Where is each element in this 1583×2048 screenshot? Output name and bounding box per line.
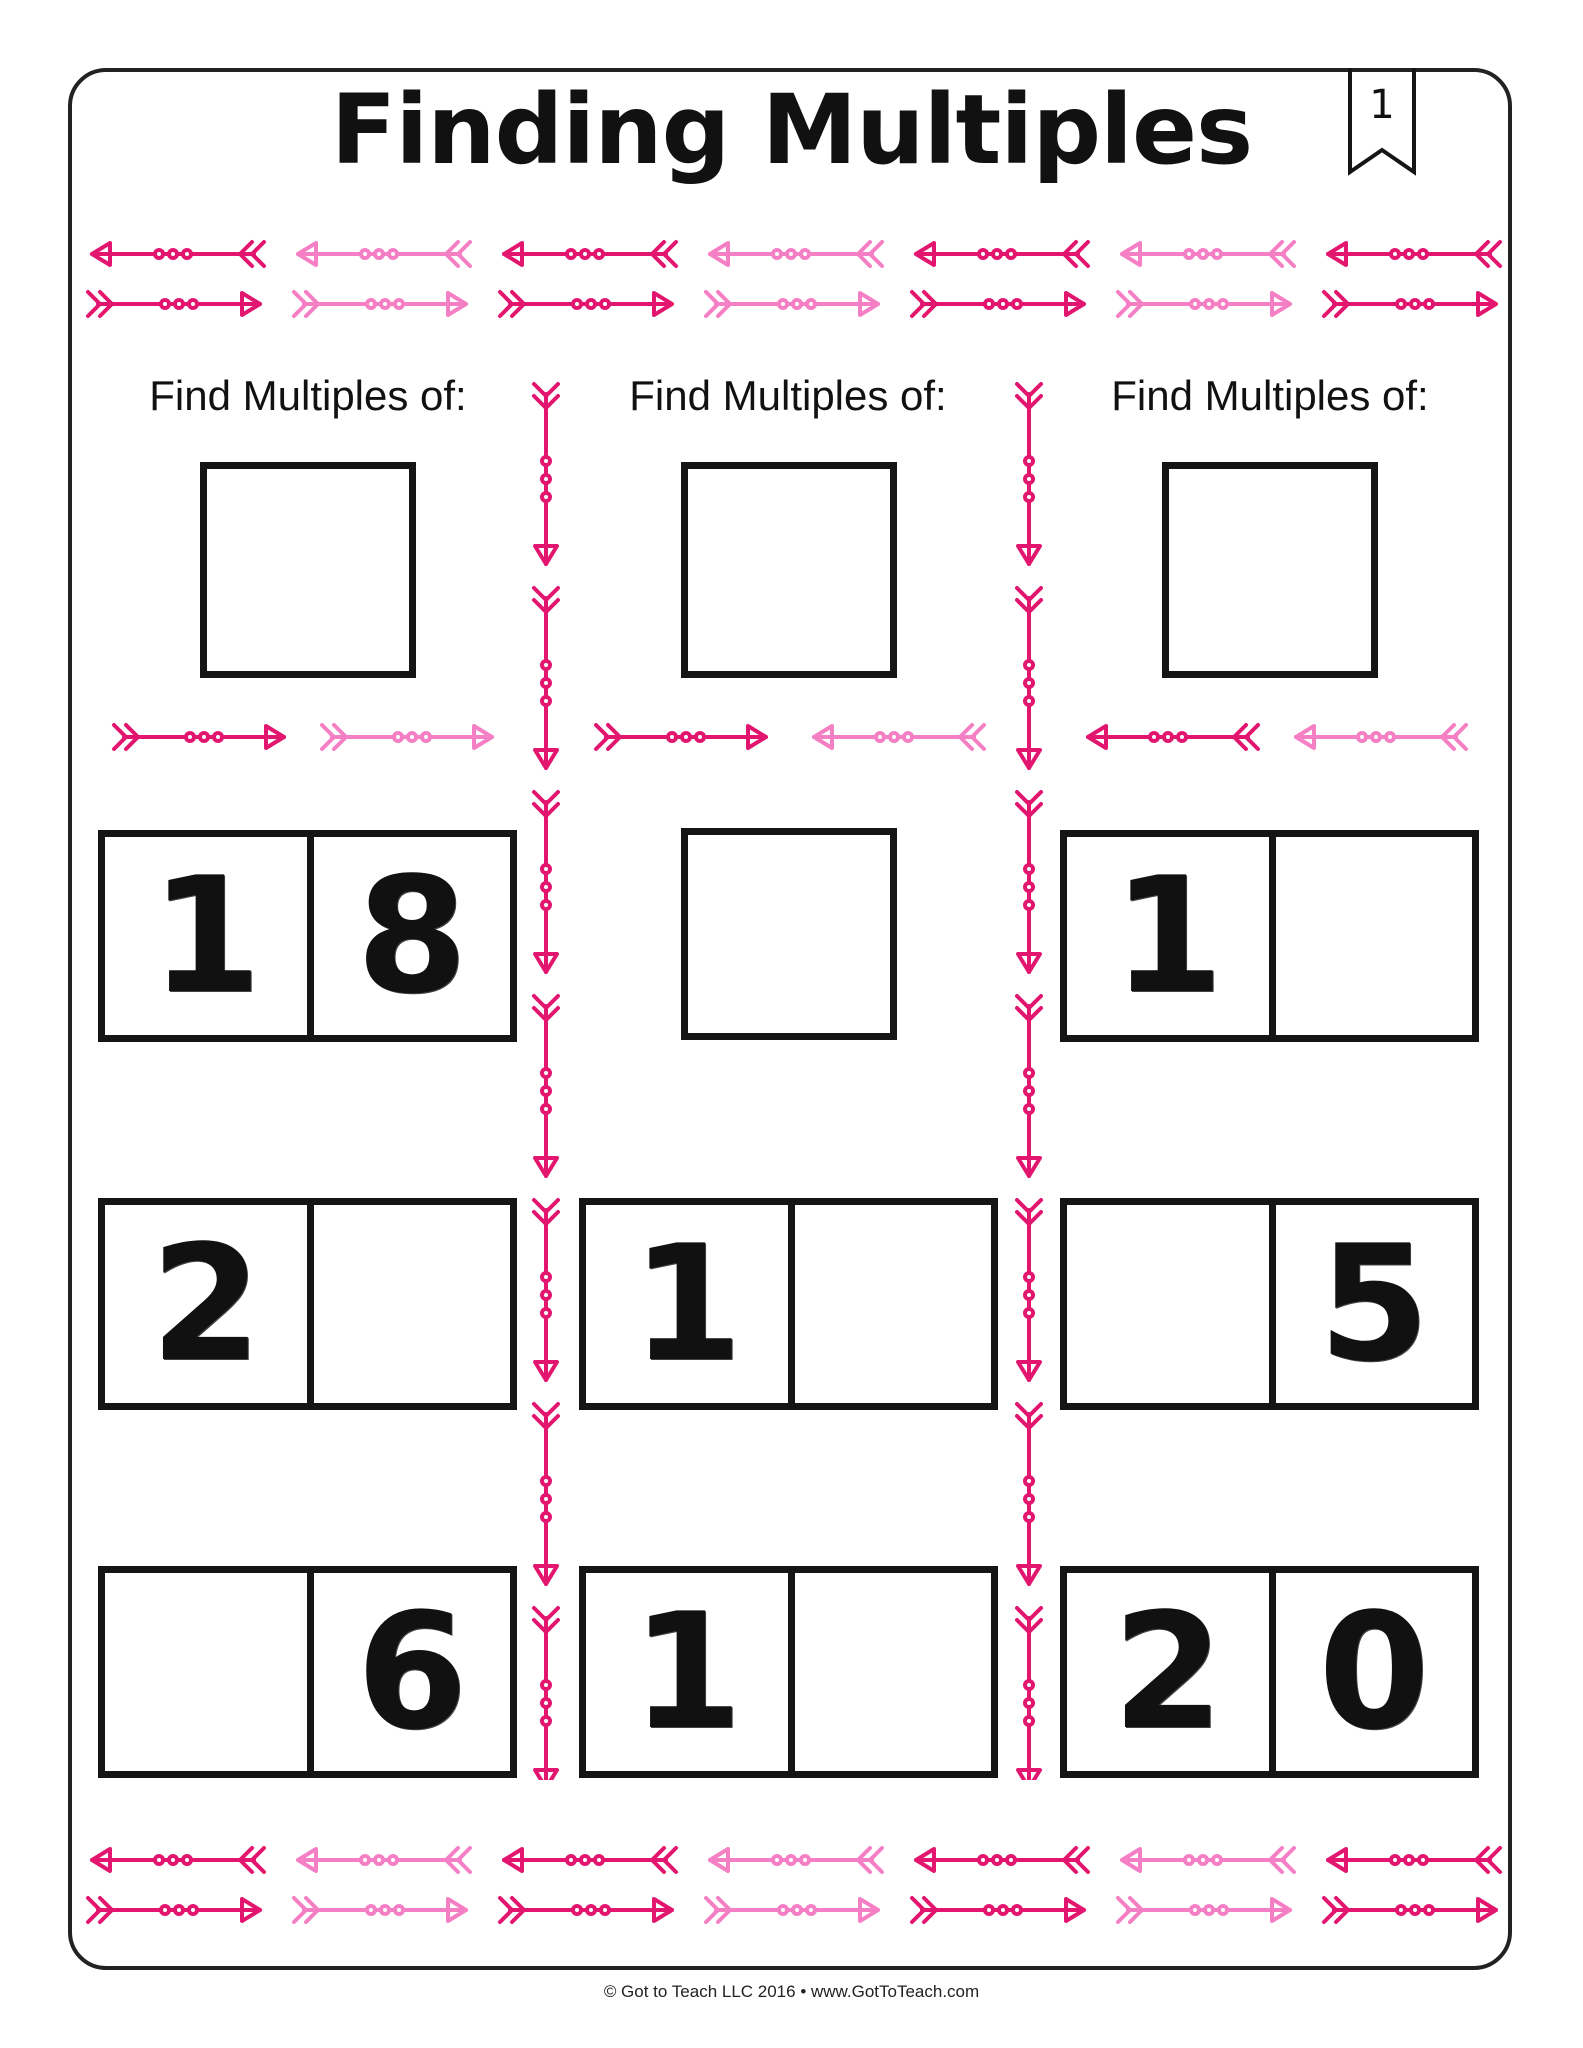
digit-cell-ones[interactable] <box>1269 1198 1479 1410</box>
digit-cell-ones[interactable] <box>307 830 517 1042</box>
arrow-down-icon <box>1017 1404 1041 1584</box>
arrow-down-icon <box>534 1608 558 1780</box>
copyright-footer: © Got to Teach LLC 2016 • www.GotToTeach.com <box>603 1982 980 2001</box>
arrow-right-icon <box>294 1898 466 1922</box>
arrow-down-icon <box>1017 792 1041 972</box>
arrow-left-icon <box>1122 242 1294 266</box>
arrow-down-icon <box>534 1200 558 1380</box>
arrow-right-icon <box>294 292 466 316</box>
page-number: 1 <box>1369 82 1395 128</box>
digit: 1 <box>150 842 262 1029</box>
digit-cell-tens[interactable] <box>579 1198 795 1410</box>
arrow-right-icon <box>88 292 260 316</box>
vertical-arrow-divider-right <box>1009 380 1049 1780</box>
arrow-right-icon <box>596 725 766 749</box>
arrow-down-icon <box>534 792 558 972</box>
arrow-down-icon <box>1017 1200 1041 1380</box>
arrow-down-icon <box>1017 1608 1041 1780</box>
digit: 1 <box>1112 842 1224 1029</box>
multiple-input-box-1[interactable] <box>200 462 416 678</box>
digit-cell-tens[interactable] <box>1060 830 1276 1042</box>
arrow-left-icon <box>504 242 676 266</box>
digit-cell-tens[interactable] <box>1060 1566 1276 1778</box>
arrow-down-icon <box>1017 384 1041 564</box>
arrow-down-icon <box>534 996 558 1176</box>
vertical-arrow-divider-left <box>526 380 566 1780</box>
arrow-right-icon <box>322 725 492 749</box>
digit-cell-ones[interactable] <box>307 1566 517 1778</box>
multiple-input-box-3[interactable] <box>1162 462 1378 678</box>
digit-cell-ones[interactable] <box>307 1198 517 1410</box>
arrow-left-icon <box>298 1848 470 1872</box>
digit: 5 <box>1318 1210 1430 1397</box>
arrow-down-icon <box>534 588 558 768</box>
arrow-left-icon <box>1328 242 1500 266</box>
arrow-left-icon <box>1296 725 1466 749</box>
small-arrows-left-3 <box>1072 712 1472 762</box>
arrow-left-icon <box>1088 725 1258 749</box>
arrow-right-icon <box>706 292 878 316</box>
arrow-left-icon <box>916 242 1088 266</box>
arrow-left-icon <box>298 242 470 266</box>
single-answer-box[interactable] <box>681 828 897 1040</box>
digit-cell-tens[interactable] <box>1060 1198 1276 1410</box>
arrow-left-icon <box>504 1848 676 1872</box>
digit-cell-tens[interactable] <box>98 1566 314 1778</box>
digit-cell-ones[interactable] <box>1269 830 1479 1042</box>
digit: 6 <box>356 1578 468 1765</box>
arrow-right-icon <box>88 1898 260 1922</box>
digit: 1 <box>631 1578 743 1765</box>
arrow-down-icon <box>1017 996 1041 1176</box>
arrow-right-icon <box>1324 1898 1496 1922</box>
digit-cell-ones[interactable] <box>1269 1566 1479 1778</box>
arrow-right-icon <box>500 1898 672 1922</box>
arrow-right-icon <box>1324 292 1496 316</box>
arrow-left-icon <box>710 1848 882 1872</box>
arrow-left-icon <box>92 1848 264 1872</box>
digit: 8 <box>356 842 468 1029</box>
page-title: Finding Multiples <box>330 74 1253 186</box>
find-multiples-label-2: Find Multiples of: <box>629 372 947 419</box>
arrow-down-icon <box>534 1404 558 1584</box>
digit-cell-tens[interactable] <box>98 1198 314 1410</box>
digit-cell-ones[interactable] <box>788 1566 998 1778</box>
digit: 0 <box>1318 1578 1430 1765</box>
arrow-right-icon <box>912 1898 1084 1922</box>
arrow-right-icon <box>912 292 1084 316</box>
arrow-right-icon <box>114 725 284 749</box>
arrow-left-icon <box>1328 1848 1500 1872</box>
arrow-left-icon <box>1122 1848 1294 1872</box>
arrow-right-icon <box>500 292 672 316</box>
arrow-left-icon <box>92 242 264 266</box>
arrow-border-top <box>76 232 1508 328</box>
arrow-left-icon <box>916 1848 1088 1872</box>
arrow-left-icon <box>814 725 984 749</box>
arrow-right-icon <box>1118 292 1290 316</box>
arrow-left-icon <box>710 242 882 266</box>
find-multiples-label-3: Find Multiples of: <box>1111 372 1429 419</box>
find-multiples-label-1: Find Multiples of: <box>149 372 467 419</box>
multiple-input-box-2[interactable] <box>681 462 897 678</box>
digit: 2 <box>1112 1578 1224 1765</box>
digit-cell-tens[interactable] <box>579 1566 795 1778</box>
arrow-right-icon <box>1118 1898 1290 1922</box>
digit-cell-tens[interactable] <box>98 830 314 1042</box>
small-arrows-mixed-2 <box>590 712 990 762</box>
arrow-down-icon <box>1017 588 1041 768</box>
digit: 2 <box>150 1210 262 1397</box>
arrow-border-bottom <box>76 1838 1508 1934</box>
small-arrows-right-1 <box>108 712 508 762</box>
arrow-right-icon <box>706 1898 878 1922</box>
digit-cell-ones[interactable] <box>788 1198 998 1410</box>
digit: 1 <box>631 1210 743 1397</box>
arrow-down-icon <box>534 384 558 564</box>
